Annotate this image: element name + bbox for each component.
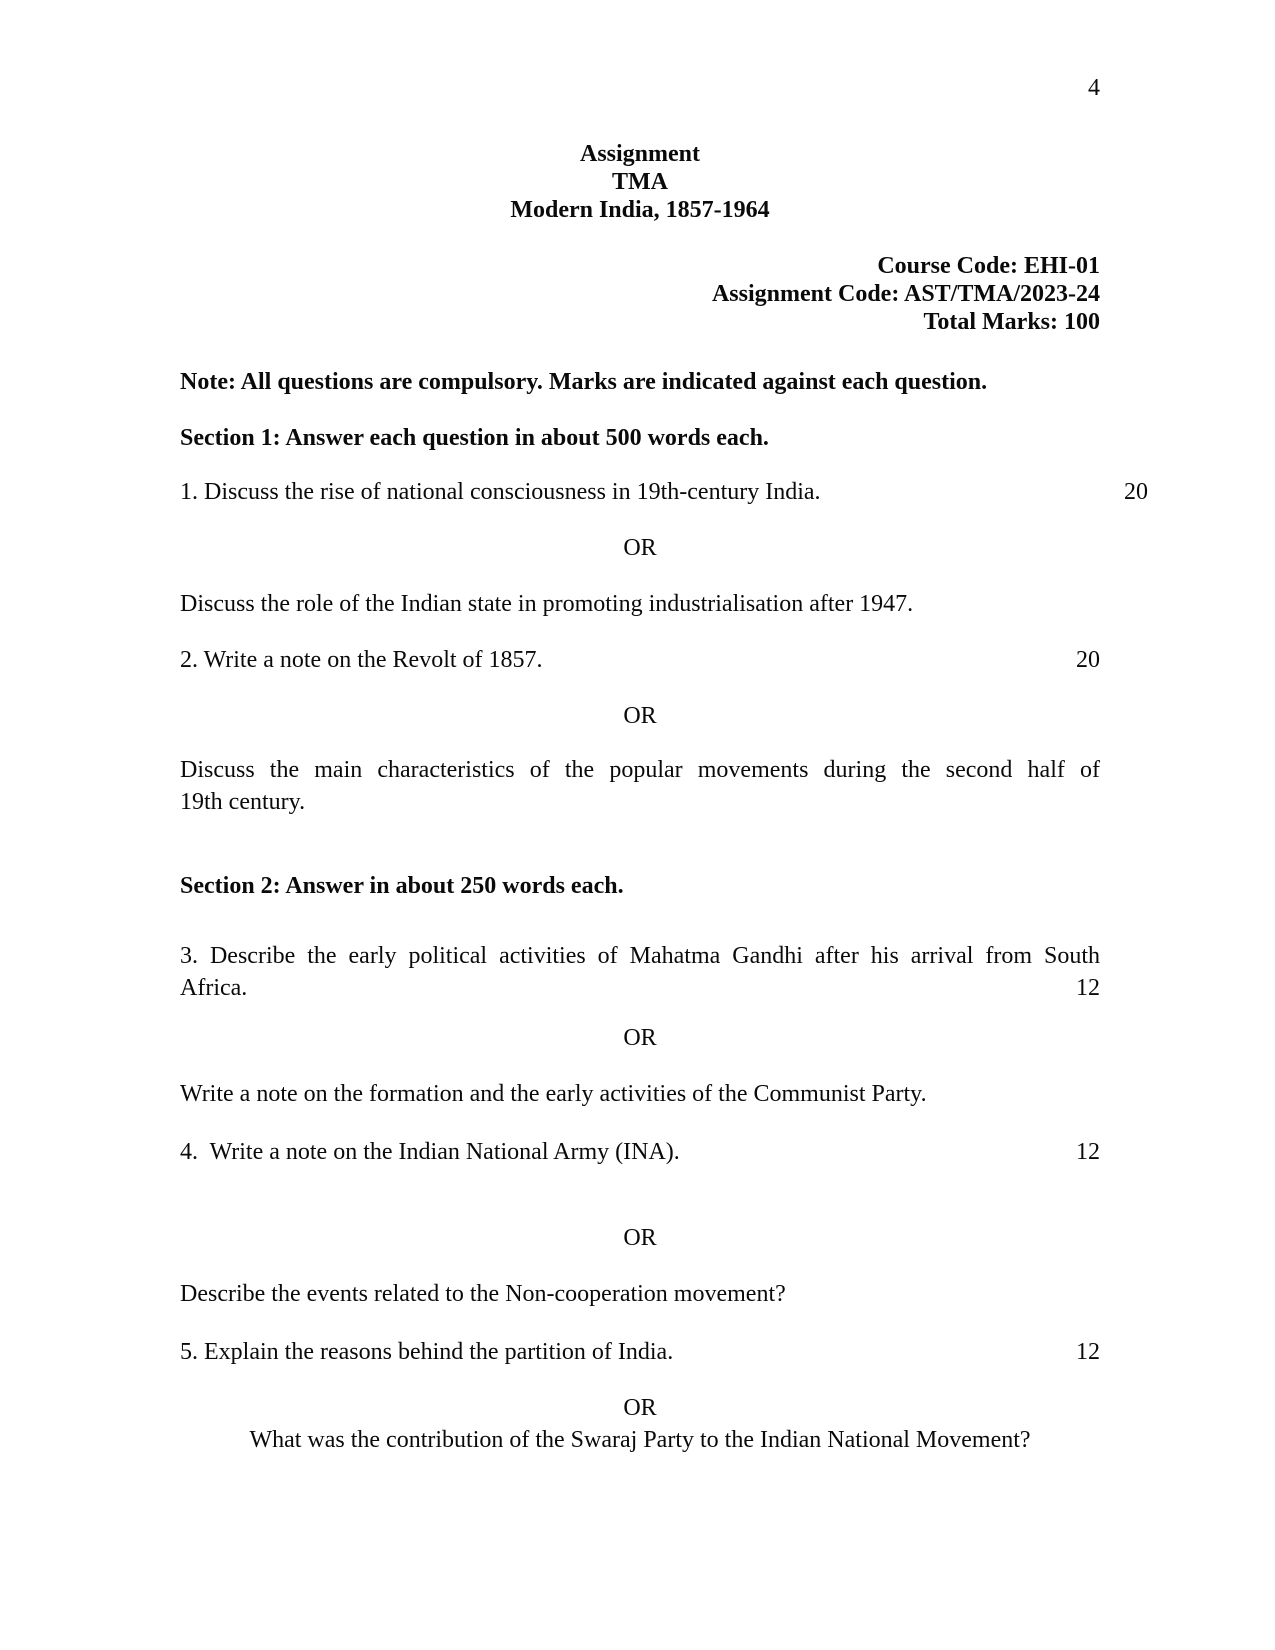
question-3-alt-text: Write a note on the formation and the early activities of the Communist Party. — [180, 1081, 927, 1107]
or-separator-4: OR — [623, 1225, 657, 1251]
question-1-text: 1. Discuss the rise of national consciousness in 19th-century India. — [180, 479, 821, 505]
total-marks-line: Total Marks: 100 — [923, 309, 1100, 335]
note-text: Note: All questions are compulsory. Marks are indicated against each question. — [180, 369, 988, 395]
question-4-row — [180, 1136, 1100, 1168]
question-5-alt-text: What was the contribution of the Swaraj Party to the Indian National Movement? — [249, 1427, 1031, 1453]
or-separator-1: OR — [623, 535, 657, 561]
question-2-marks: 20 — [1076, 647, 1100, 673]
question-2-text: 2. Write a note on the Revolt of 1857. — [180, 647, 543, 673]
or-separator-5: OR — [623, 1395, 657, 1421]
question-3-marks: 12 — [1076, 975, 1100, 1001]
question-3-line1: 3. Describe the early political activities of Mahatma Gandhi after his arrival from South — [180, 943, 1100, 969]
title-line-tma: TMA — [612, 169, 668, 195]
or-separator-3: OR — [623, 1025, 657, 1051]
page-number: 4 — [1088, 75, 1100, 101]
question-5-marks: 12 — [1076, 1339, 1100, 1365]
question-5-text: 5. Explain the reasons behind the partition of India. — [180, 1339, 674, 1365]
question-3-block — [180, 940, 1100, 1004]
document-title-block — [180, 140, 1100, 224]
assignment-code-line: Assignment Code: AST/TMA/2023-24 — [711, 281, 1100, 307]
question-1-marks: 20 — [1124, 479, 1148, 505]
question-3-line2: Africa. — [180, 975, 248, 1001]
question-4-alt-text: Describe the events related to the Non-cooperation movement? — [180, 1281, 786, 1307]
question-2-alt-line1: Discuss the main characteristics of the popular movements during the second half of — [180, 757, 1100, 783]
question-4-text: 4. Write a note on the Indian National Army (INA). — [180, 1139, 680, 1165]
title-line-course-name: Modern India, 1857-1964 — [510, 197, 770, 223]
question-5-row — [180, 1336, 1100, 1368]
course-code-line: Course Code: EHI-01 — [877, 253, 1100, 279]
question-2-row — [180, 644, 1100, 676]
question-2-alt-paragraph — [180, 754, 1100, 818]
or-separator-2: OR — [623, 703, 657, 729]
question-4-marks: 12 — [1076, 1139, 1100, 1165]
question-1-alt-text: Discuss the role of the Indian state in promoting industrialisation after 1947. — [180, 591, 914, 617]
question-1-row — [180, 476, 1148, 508]
section-1-heading: Section 1: Answer each question in about 500 words each. — [180, 425, 769, 451]
section-2-heading: Section 2: Answer in about 250 words each. — [180, 873, 624, 899]
course-meta-block — [180, 252, 1100, 336]
question-2-alt-line2: 19th century. — [180, 789, 306, 815]
title-line-assignment: Assignment — [579, 141, 700, 167]
question-3-line2-row — [180, 972, 1100, 1004]
